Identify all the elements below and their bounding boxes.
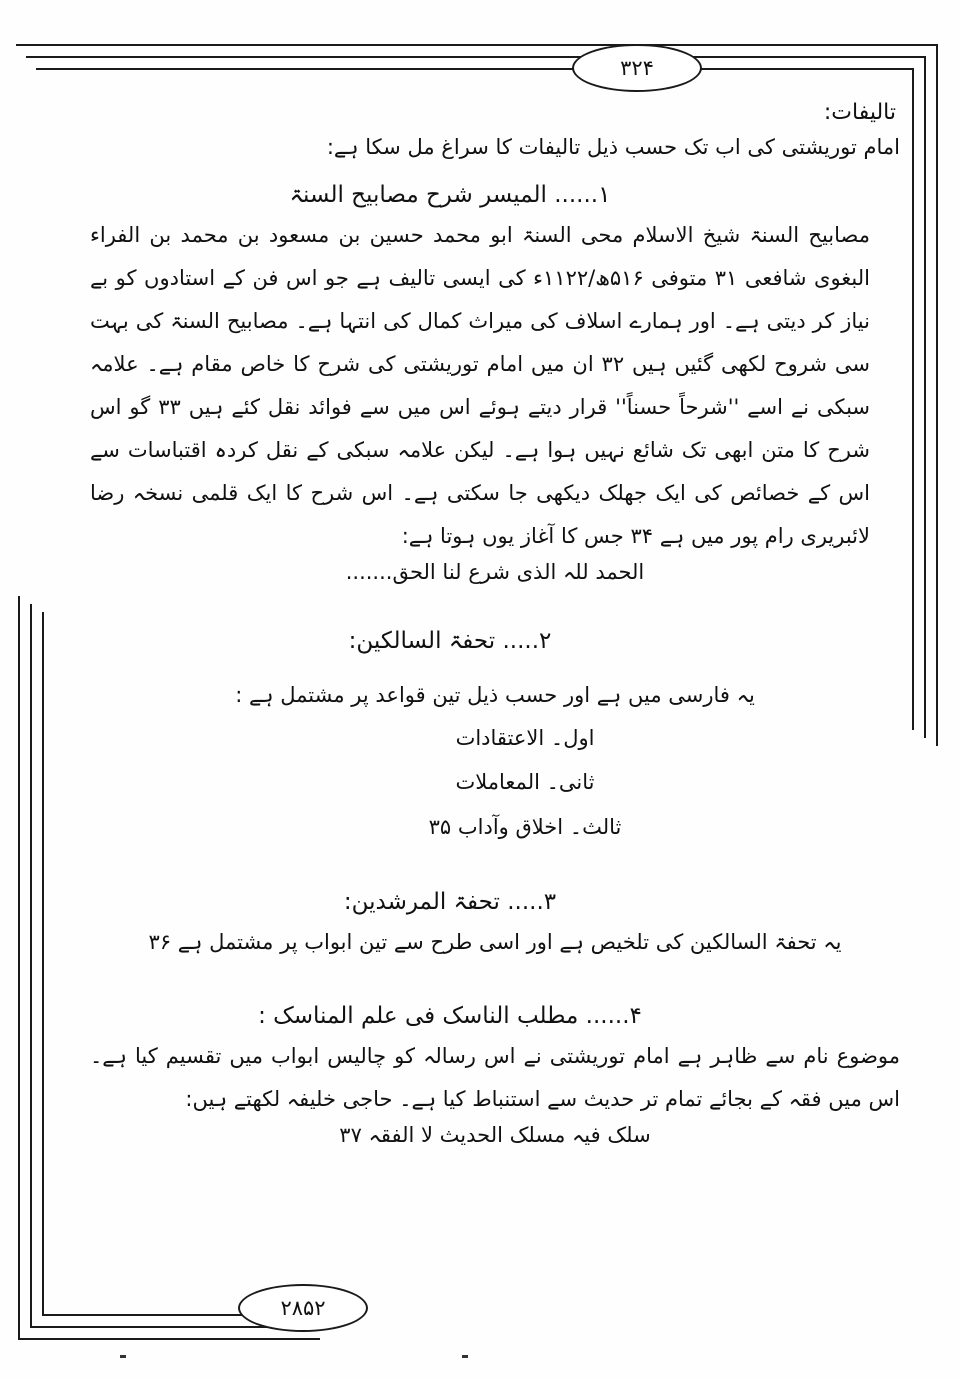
item-1-quote-row xyxy=(90,560,900,584)
item-2-sub-1: اول۔ الاعتقادات xyxy=(455,726,595,751)
item-4-number: ۴...... xyxy=(585,1002,642,1029)
item-4-heading xyxy=(90,1003,900,1029)
item-1-paragraph: مصابیح السنۃ شیخ الاسلام محی السنۃ ابو محمد حسین بن مسعود بن محمد بن الفراء البغوی شافعی ۳۱ متوفی ۵۱۶ھ/۱۱۲۲ء کی ایسی تالیف ہے جو اس فن کے استادوں کو بے نیاز کر دیتی ہے۔ اور ہمارے اسلاف کی میراث کمال کی انتہا ہے۔ مصابیح السنۃ کی بہت سی شروح لکھی گئیں ہیں ۳۲ ان میں امام توریشتی کی شرح کا خاص مقام ہے۔ علامہ سبکی نے اسے ''شرحاً حسناً'' قرار دیتے ہوئے اس میں سے فوائد نقل کئے ہیں ۳۳ گو اس شرح کا متن ابھی تک شائع نہیں ہوا ہے۔ لیکن علامہ سبکی کے نقل کردہ اقتباسات سے اس کے خصائص کی ایک جھلک دیکھی جا سکتی ہے۔ اس شرح کا ایک قلمی نسخہ رضا لائبریری رام پور میں ہے ۳۴ جس کا آغاز یوں ہوتا ہے: xyxy=(90,222,871,549)
section-heading: تالیفات: xyxy=(823,100,896,125)
scan-edge-mark-center xyxy=(462,1355,468,1358)
item-4-quote: سلک فیہ مسلک الحدیث لا الفقہ ۳۷ xyxy=(339,1122,651,1147)
intro-line: امام توریشتی کی اب تک حسب ذیل تالیفات کا سراغ مل سکا ہے: xyxy=(326,135,900,159)
item-2-sub-2: ثانی۔ المعاملات xyxy=(455,770,595,795)
item-2-number: ۲..... xyxy=(502,628,552,655)
item-2-lead: یہ فارسی میں ہے اور حسب ذیل تین قواعد پر مشتمل ہے : xyxy=(235,683,755,708)
item-3-heading xyxy=(90,889,900,915)
item-1-number: ۱...... xyxy=(554,181,611,208)
item-4-paragraph: موضوع نام سے ظاہر ہے امام توریشتی نے اس رسالہ کو چالیس ابواب میں تقسیم کیا ہے۔ اس میں فقہ کے بجائے تمام تر حدیث سے استنباط کیا ہے۔ حاجی خلیفہ لکھتے ہیں: xyxy=(90,1043,900,1111)
item-2-sub-3: ثالث۔ اخلاق وآداب ۳۵ xyxy=(428,814,622,839)
item-4-title: مطلب الناسک فی علم المناسک : xyxy=(258,1002,579,1029)
item-3-number: ۳..... xyxy=(507,888,557,915)
item-2-title: تحفۃ السالکین: xyxy=(348,628,496,655)
item-1-title: المیسر شرح مصابیح السنۃ xyxy=(289,181,547,208)
item-3-title: تحفۃ المرشدین: xyxy=(343,888,500,915)
scan-edge-mark-left xyxy=(120,1355,126,1358)
item-3-lead: یہ تحفۃ السالکین کی تلخیص ہے اور اسی طرح سے تین ابواب پر مشتمل ہے ۳۶ xyxy=(148,929,842,954)
item-1-quote: الحمد للہ الذی شرع لنا الحق....... xyxy=(345,560,645,585)
item-2-heading xyxy=(90,628,900,654)
item-1-heading xyxy=(90,182,900,208)
page-number-top: ۳۲۴ xyxy=(572,44,702,92)
page-number-bottom: ۲۸۵۲ xyxy=(238,1284,368,1332)
page-body xyxy=(90,100,900,1151)
